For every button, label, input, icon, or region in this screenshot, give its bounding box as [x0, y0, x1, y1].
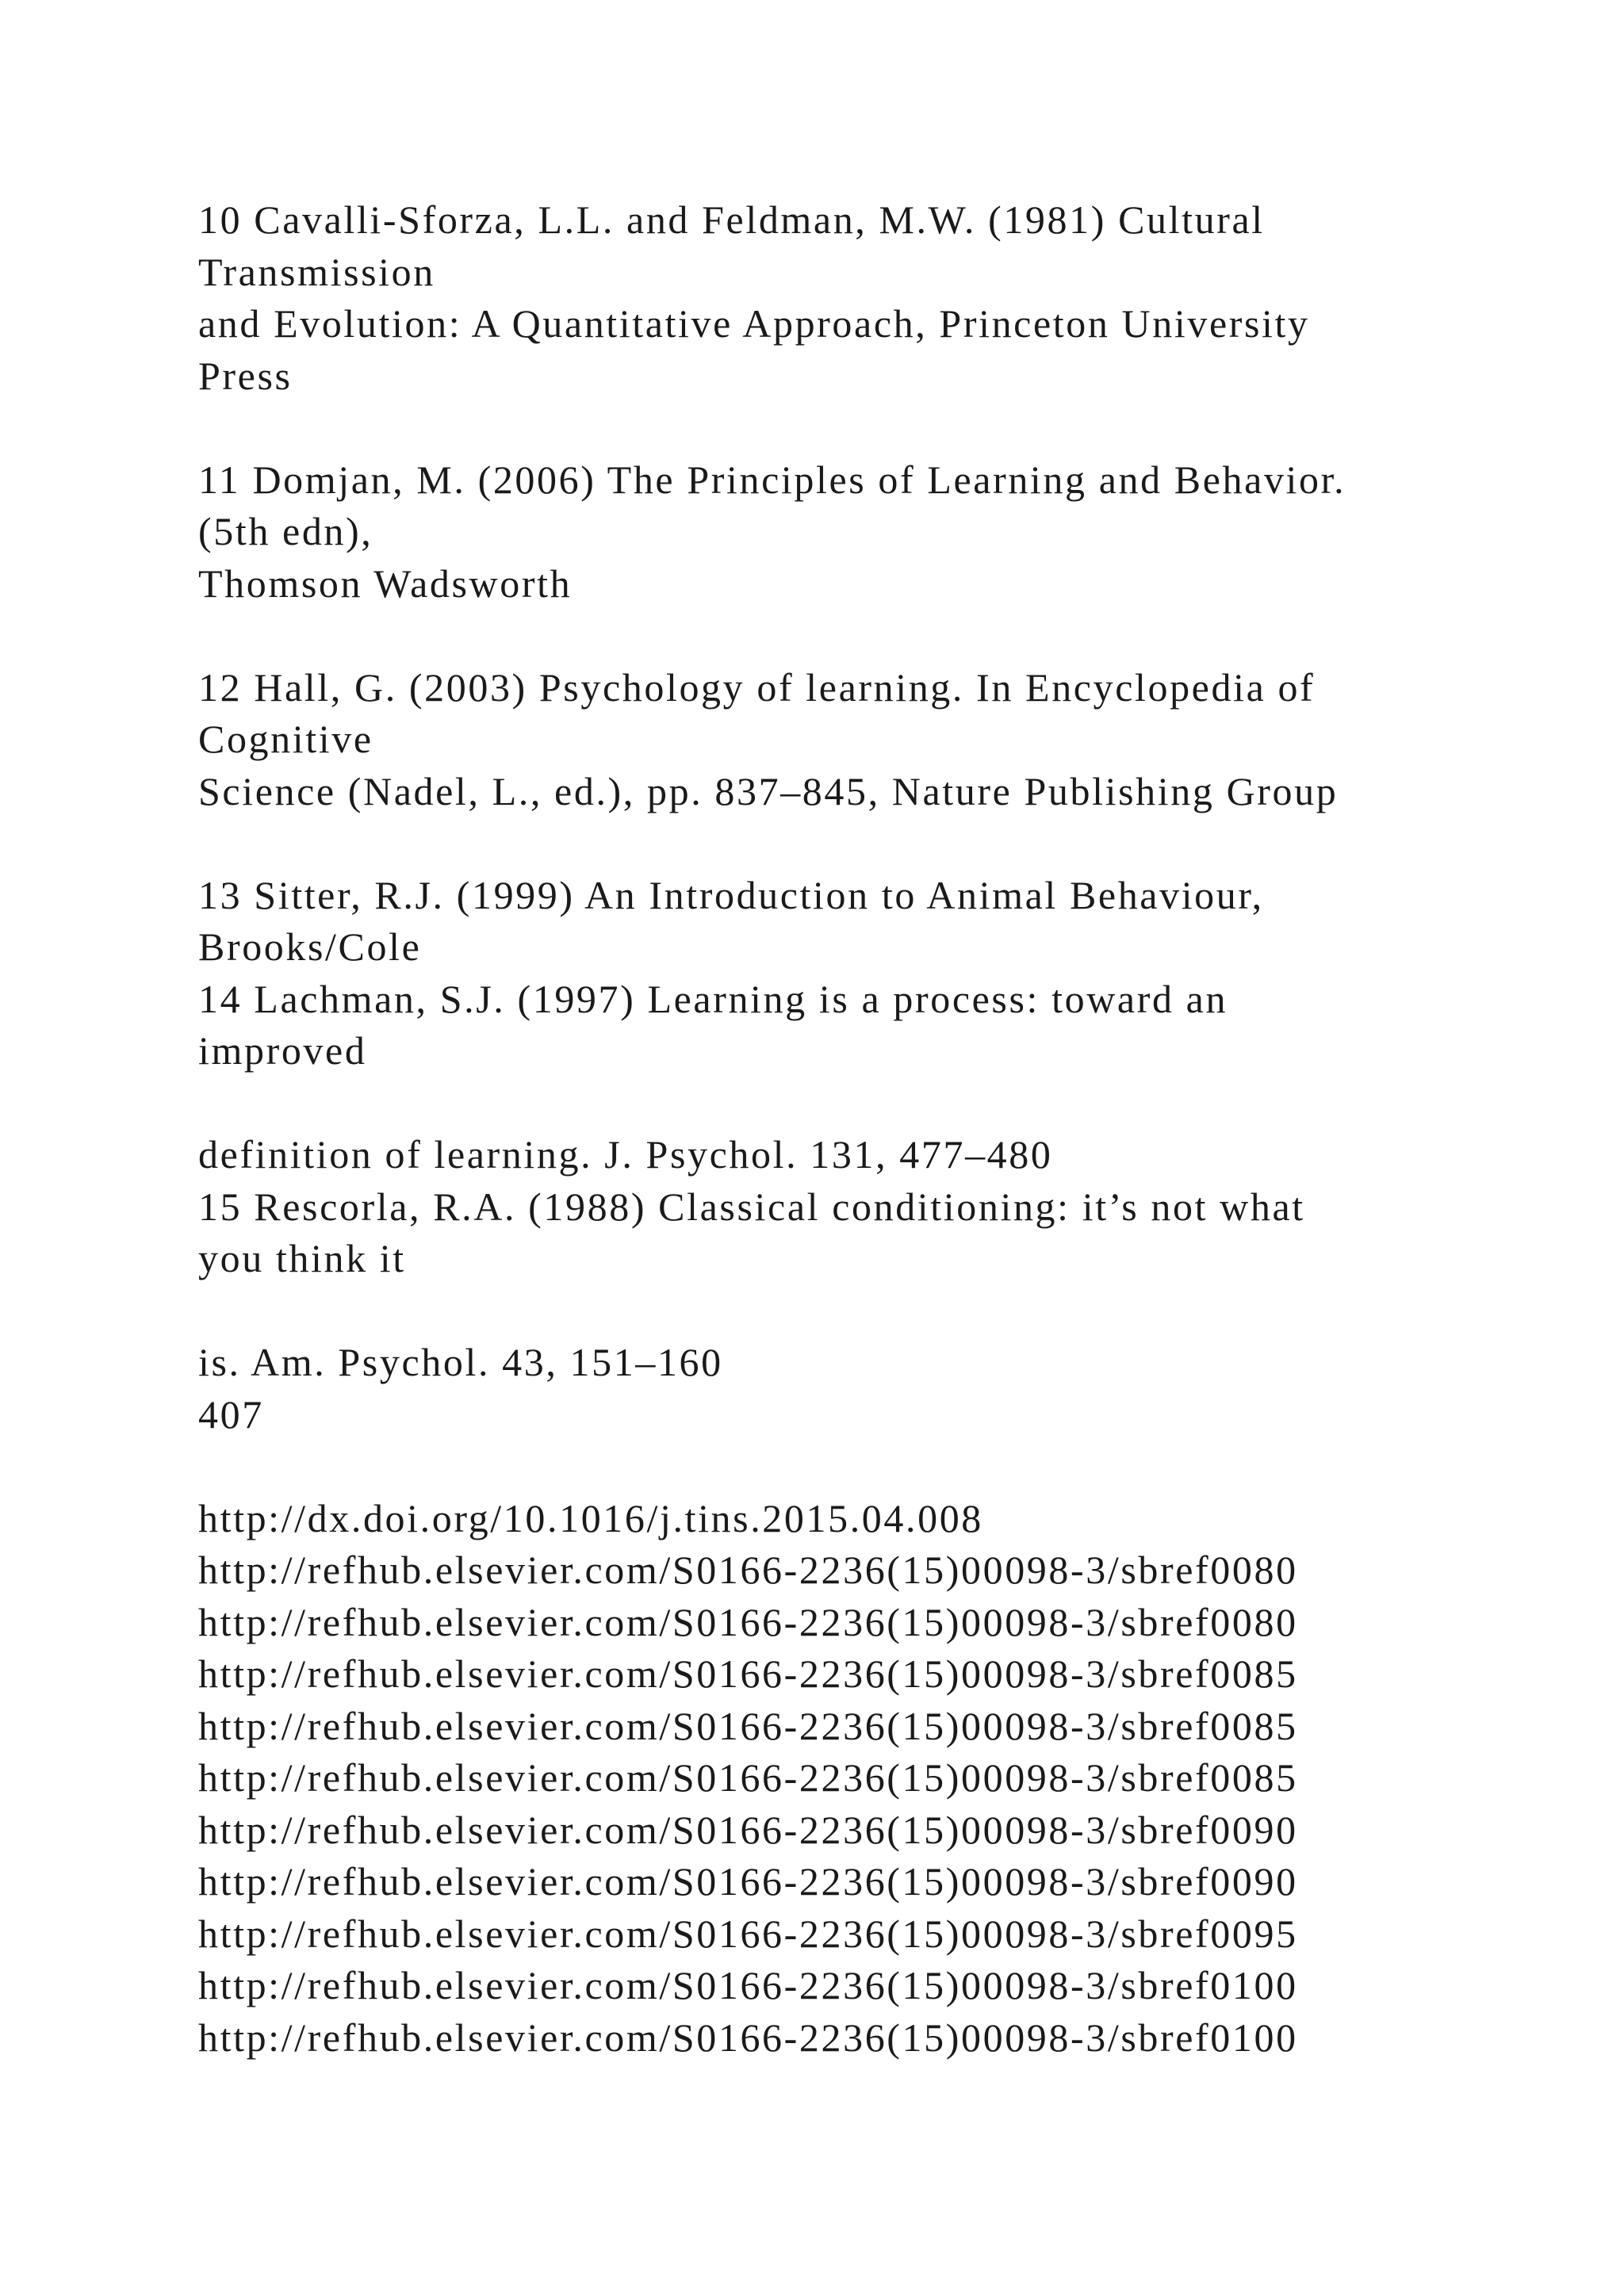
refhub-link[interactable]: http://refhub.elsevier.com/S0166-2236(15)00098-3/sbref0090	[198, 1859, 1298, 1904]
reference-12-line-3: Science (Nadel, L., ed.), pp. 837–845, Nature Publishing Group	[198, 768, 1339, 813]
blank-line	[198, 817, 1546, 870]
reference-14-line-1: 14 Lachman, S.J. (1997) Learning is a process: toward an	[198, 976, 1228, 1021]
blank-line	[198, 610, 1546, 662]
refhub-link[interactable]: http://refhub.elsevier.com/S0166-2236(15)00098-3/sbref0080	[198, 1599, 1298, 1644]
page-number: 407	[198, 1391, 264, 1437]
blank-line	[198, 1285, 1546, 1337]
blank-line	[198, 1077, 1546, 1130]
reference-14-line-3: definition of learning. J. Psychol. 131, 477–480	[198, 1132, 1053, 1177]
reference-15-line-3: is. Am. Psychol. 43, 151–160	[198, 1340, 723, 1384]
reference-12-line-2: Cognitive	[198, 717, 373, 761]
reference-list	[198, 194, 1546, 2064]
refhub-link[interactable]: http://refhub.elsevier.com/S0166-2236(15)00098-3/sbref0095	[198, 1911, 1298, 1956]
reference-10-line-3: and Evolution: A Quantitative Approach, Princeton University	[198, 301, 1310, 346]
blank-line	[198, 402, 1546, 454]
refhub-link[interactable]: http://refhub.elsevier.com/S0166-2236(15)00098-3/sbref0085	[198, 1651, 1298, 1696]
refhub-link[interactable]: http://refhub.elsevier.com/S0166-2236(15)00098-3/sbref0085	[198, 1755, 1298, 1800]
reference-15-line-1: 15 Rescorla, R.A. (1988) Classical conditioning: it’s not what	[198, 1184, 1305, 1229]
refhub-link[interactable]: http://refhub.elsevier.com/S0166-2236(15)00098-3/sbref0100	[198, 2015, 1298, 2060]
blank-line	[198, 1441, 1546, 1493]
refhub-link[interactable]: http://refhub.elsevier.com/S0166-2236(15)00098-3/sbref0080	[198, 1548, 1298, 1592]
reference-14-line-2: improved	[198, 1028, 367, 1073]
reference-10-line-4: Press	[198, 353, 293, 398]
reference-11-line-3: Thomson Wadsworth	[198, 561, 573, 606]
reference-15-line-2: you think it	[198, 1236, 406, 1280]
reference-11-line-2: (5th edn),	[198, 509, 373, 553]
reference-10-line-1: 10 Cavalli-Sforza, L.L. and Feldman, M.W. (1981) Cultural	[198, 197, 1265, 242]
doi-link[interactable]: http://dx.doi.org/10.1016/j.tins.2015.04.008	[198, 1495, 983, 1540]
refhub-link[interactable]: http://refhub.elsevier.com/S0166-2236(15)00098-3/sbref0090	[198, 1807, 1298, 1852]
reference-11-line-1: 11 Domjan, M. (2006) The Principles of Learning and Behavior.	[198, 457, 1346, 502]
refhub-link[interactable]: http://refhub.elsevier.com/S0166-2236(15)00098-3/sbref0100	[198, 1963, 1298, 2007]
reference-13-line-2: Brooks/Cole	[198, 924, 422, 969]
refhub-link[interactable]: http://refhub.elsevier.com/S0166-2236(15)00098-3/sbref0085	[198, 1703, 1298, 1748]
reference-12-line-1: 12 Hall, G. (2003) Psychology of learning. In Encyclopedia of	[198, 664, 1316, 710]
reference-10-line-2: Transmission	[198, 249, 435, 294]
reference-13-line-1: 13 Sitter, R.J. (1999) An Introduction to Animal Behaviour,	[198, 872, 1264, 917]
